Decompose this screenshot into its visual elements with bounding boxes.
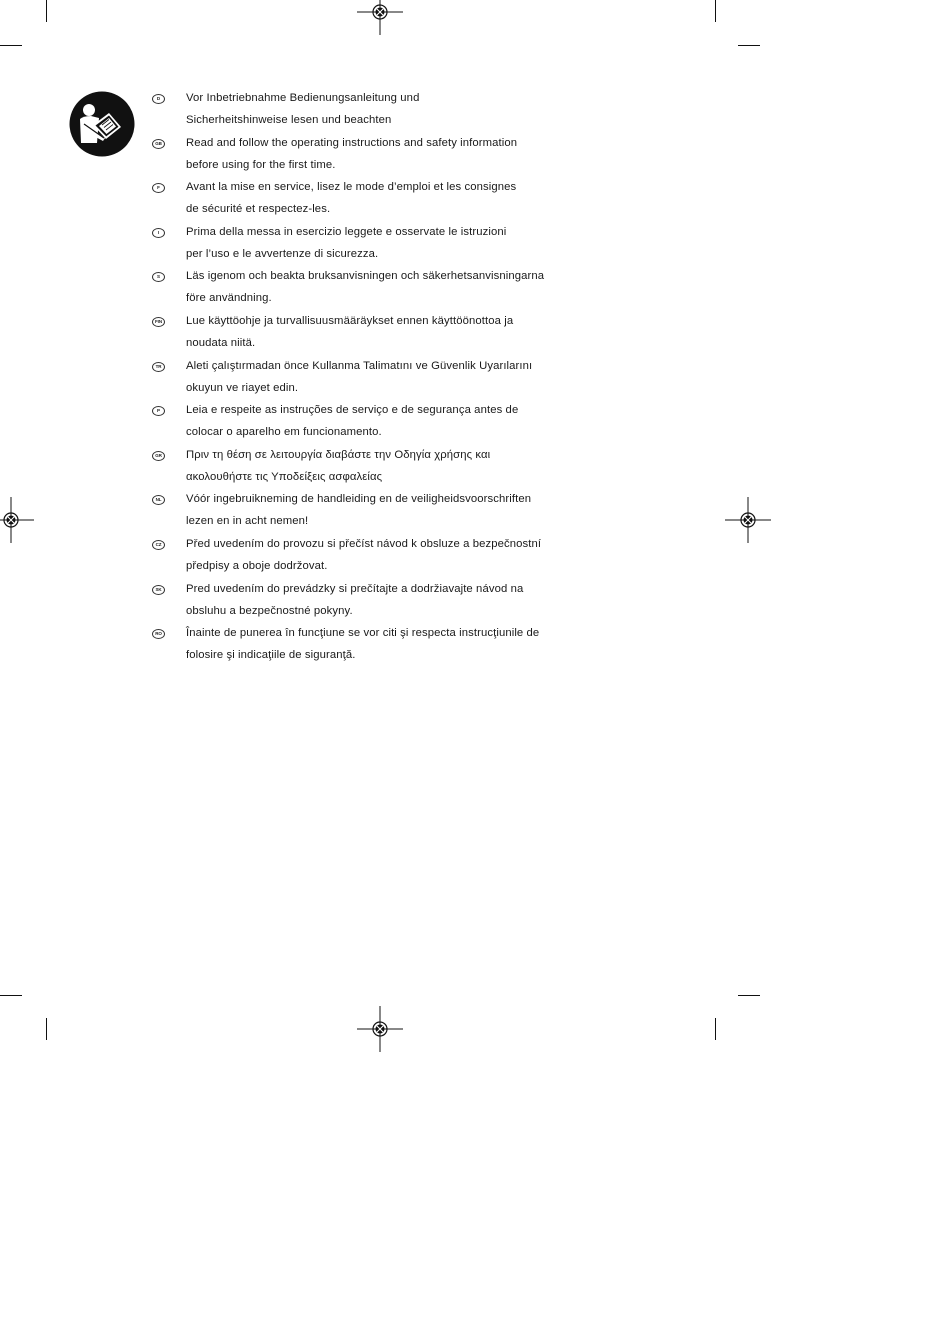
instruction-item-gb [152,133,622,178]
instruction-item-cz [152,534,622,579]
instruction-item-sk [152,579,622,624]
crop-mark [738,995,760,996]
instruction-item-p [152,400,622,445]
instruction-text: Avant la mise en service, lisez le mode d’emploi et les consignes [186,181,517,194]
instruction-item-tr [152,356,622,401]
instruction-text: Vóór ingebruikneming de handleiding en de veiligheidsvoorschriften [186,493,532,506]
registration-mark-icon [357,0,403,35]
instruction-item-gr [152,445,622,490]
instruction-text: folosire şi indicaţiile de siguranţă. [186,649,356,662]
instruction-text: Read and follow the operating instructions and safety information [186,136,518,149]
language-badge: TR [152,362,165,372]
crop-mark [715,0,716,22]
instruction-item-nl [152,489,622,534]
language-badge: CZ [152,540,165,550]
instruction-text: Pred uvedením do prevádzky si prečítajte a dodržiavajte návod na [186,582,524,595]
instruction-item-f [152,177,622,222]
instruction-text: de sécurité et respectez-les. [186,203,331,216]
instruction-text: per l’uso e le avvertenze di sicurezza. [186,247,379,260]
instruction-text: obsluhu a bezpečnostné pokyny. [186,604,353,617]
instruction-list [152,88,622,668]
instruction-text: předpisy a oboje dodržovat. [186,559,328,572]
instruction-text: Lue käyttöohje ja turvallisuusmääräykset ennen käyttöönottoa ja [186,314,514,327]
instruction-item-s [152,266,622,311]
language-badge: GB [152,139,165,149]
instruction-text: Sicherheitshinweise lesen und beachten [186,114,392,126]
instruction-text: Πριν τη θέση σε λειτουργία διαβάστε την Οδηγία χρήσης και [186,448,491,461]
language-badge: GR [152,451,165,461]
instruction-text: Înainte de punerea în funcţiune se vor citi şi respecta instrucţiunile de [186,627,540,640]
instruction-text: okuyun ve riayet edin. [186,381,299,394]
language-badge: NL [152,495,165,505]
instruction-text: Leia e respeite as instruções de serviço e de segurança antes de [186,404,519,417]
crop-mark [0,45,22,46]
instruction-text: Prima della messa in esercizio leggete e osservate le istruzioni [186,225,507,238]
language-badge: D [152,94,165,104]
registration-mark-icon [0,497,34,543]
language-badge: P [152,406,165,416]
instruction-item-i [152,222,622,267]
instruction-item-fin [152,311,622,356]
language-badge: FIN [152,317,165,327]
instruction-item-ro [152,623,622,668]
instruction-text: Před uvedením do provozu si přečíst návod k obsluze a bezpečnostní [186,537,542,550]
language-badge: F [152,183,165,193]
crop-mark [738,45,760,46]
language-badge: S [152,272,165,282]
language-badge: I [152,228,165,238]
instruction-text: ακολουθήστε τις Υποδείξεις ασφαλείας [186,470,383,483]
instruction-text: Aleti çalıştırmadan önce Kullanma Talimatını ve Güvenlik Uyarılarını [186,359,533,372]
instruction-item-d [152,88,622,133]
language-badge: SK [152,585,165,595]
language-badge: RO [152,629,165,639]
instruction-text: lezen en in acht nemen! [186,515,309,528]
registration-mark-icon [357,1006,403,1052]
crop-mark [46,0,47,22]
crop-mark [0,995,22,996]
crop-mark [715,1018,716,1040]
instruction-text: före användning. [186,292,272,305]
instruction-text: noudata niitä. [186,336,256,349]
instruction-text: colocar o aparelho em funcionamento. [186,426,382,439]
read-manual-icon [69,91,135,157]
instruction-text: Läs igenom och beakta bruksanvisningen och säkerhetsanvisningarna [186,270,545,283]
registration-mark-icon [725,497,771,543]
crop-mark [46,1018,47,1040]
instruction-text: Vor Inbetriebnahme Bedienungsanleitung und [186,92,420,104]
instruction-text: before using for the first time. [186,158,336,171]
